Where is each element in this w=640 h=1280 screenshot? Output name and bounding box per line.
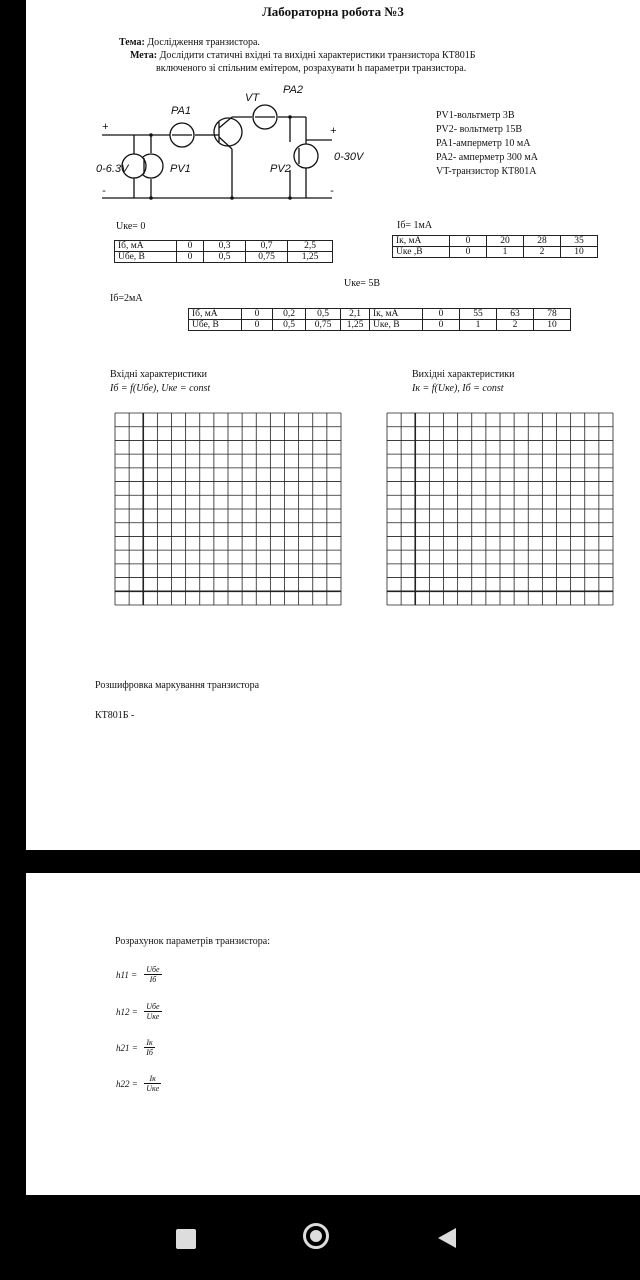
- pv2-label: PV2: [270, 163, 291, 175]
- document-page-2: [26, 873, 640, 1195]
- combined-char-table: [188, 308, 571, 331]
- table1-caption: Uке= 0: [116, 221, 146, 232]
- pa2-label: PA2: [283, 84, 303, 96]
- table-row: Iб, мА 0 0,3 0,7 2,5: [115, 241, 333, 252]
- formula-h21: h21 = $\frac{Iк}{Iб}$: [116, 1038, 153, 1057]
- goal-line-2: включеного зі спільним емітером, розрахувати h параметри транзистора.: [156, 63, 467, 74]
- graph-left-formula: Iб = f(Uбе), Uке = const: [110, 383, 211, 394]
- calc-title: Розрахунок параметрів транзистора:: [115, 936, 270, 947]
- plus-right: +: [330, 125, 337, 137]
- source-right-label: 0-30V: [334, 151, 364, 163]
- page-title: Лабораторна робота №3: [262, 4, 404, 19]
- graph-right-formula: Iк = f(Uке), Iб = const: [412, 383, 504, 394]
- table3-caption-right: Uке= 5В: [344, 278, 381, 289]
- legend-item: PA1-амперметр 10 мА: [436, 138, 531, 149]
- graph-left-title: Вхідні характеристики: [110, 369, 208, 380]
- table-row: Uке ,В 0 1 2 10: [393, 247, 598, 258]
- graph-paper-right: [386, 412, 614, 606]
- table-row: Uбе, В 0 0,5 0,75 1,25 Uке, В 0 1 2 10: [189, 320, 571, 331]
- transistor-symbol: [214, 118, 242, 146]
- graph-right-title: Вихідні характеристики: [412, 369, 515, 380]
- goal-line-1: [130, 50, 475, 62]
- table-row: Uбе, В 0 0,5 0,75 1,25: [115, 252, 333, 263]
- navigation-bar: [0, 1195, 640, 1280]
- home-icon[interactable]: [303, 1223, 329, 1249]
- legend-item: PV2- вольтметр 15В: [436, 124, 523, 135]
- formula-h22: h22 = $\frac{Iк}{\text{Uке}}$: [116, 1074, 160, 1093]
- instrument-legend: [436, 109, 538, 179]
- decode-label: Розшифровка маркування транзистора: [95, 680, 260, 691]
- goal-text-1: Дослідити статичні вхідні та вихідні характеристики транзистора КТ801Б: [159, 50, 476, 61]
- circuit-diagram: [92, 80, 364, 210]
- graph-paper-left: [114, 412, 342, 606]
- legend-item: PV1-вольтметр 3В: [436, 110, 515, 121]
- goal-label: Мета:: [130, 50, 158, 61]
- table3-caption-left: Iб=2мА: [110, 293, 143, 304]
- pa1-label: PA1: [171, 105, 191, 117]
- source-left-label: 0-6.3V: [96, 163, 129, 175]
- document-page-1: [26, 0, 640, 850]
- output-char-table-ib1: [392, 235, 598, 258]
- input-char-table-uke0: [114, 240, 333, 263]
- formula-h12: h12 = $\frac{\text{Uбе}}{\text{Uке}}$: [116, 1002, 160, 1021]
- recent-apps-icon[interactable]: [176, 1229, 196, 1249]
- table-row: Iб, мА 0 0,2 0,5 2,1 Iк, мА 0 55 63 78: [189, 309, 571, 320]
- table2-caption: Iб= 1мА: [397, 220, 433, 231]
- vt-label: VT: [245, 92, 260, 104]
- pv1-label: PV1: [170, 163, 191, 175]
- plus-left: +: [102, 121, 109, 133]
- transistor-code: КТ801Б -: [95, 710, 135, 721]
- minus-left: -: [102, 185, 106, 197]
- topic-line: [119, 37, 260, 49]
- topic-text: Дослідження транзистора.: [147, 37, 260, 48]
- formula-h11: h11 = $\frac{\text{Uбе}}{Iб}$: [116, 965, 160, 984]
- minus-right: -: [330, 185, 334, 197]
- topic-label: Тема:: [119, 37, 145, 48]
- voltmeter-pv2: [294, 144, 318, 168]
- legend-item: PA2- амперметр 300 мА: [436, 152, 538, 163]
- legend-item: VT-транзистор КТ801А: [436, 166, 537, 177]
- back-icon[interactable]: [436, 1226, 458, 1250]
- table-row: Iк, мА 0 20 28 35: [393, 236, 598, 247]
